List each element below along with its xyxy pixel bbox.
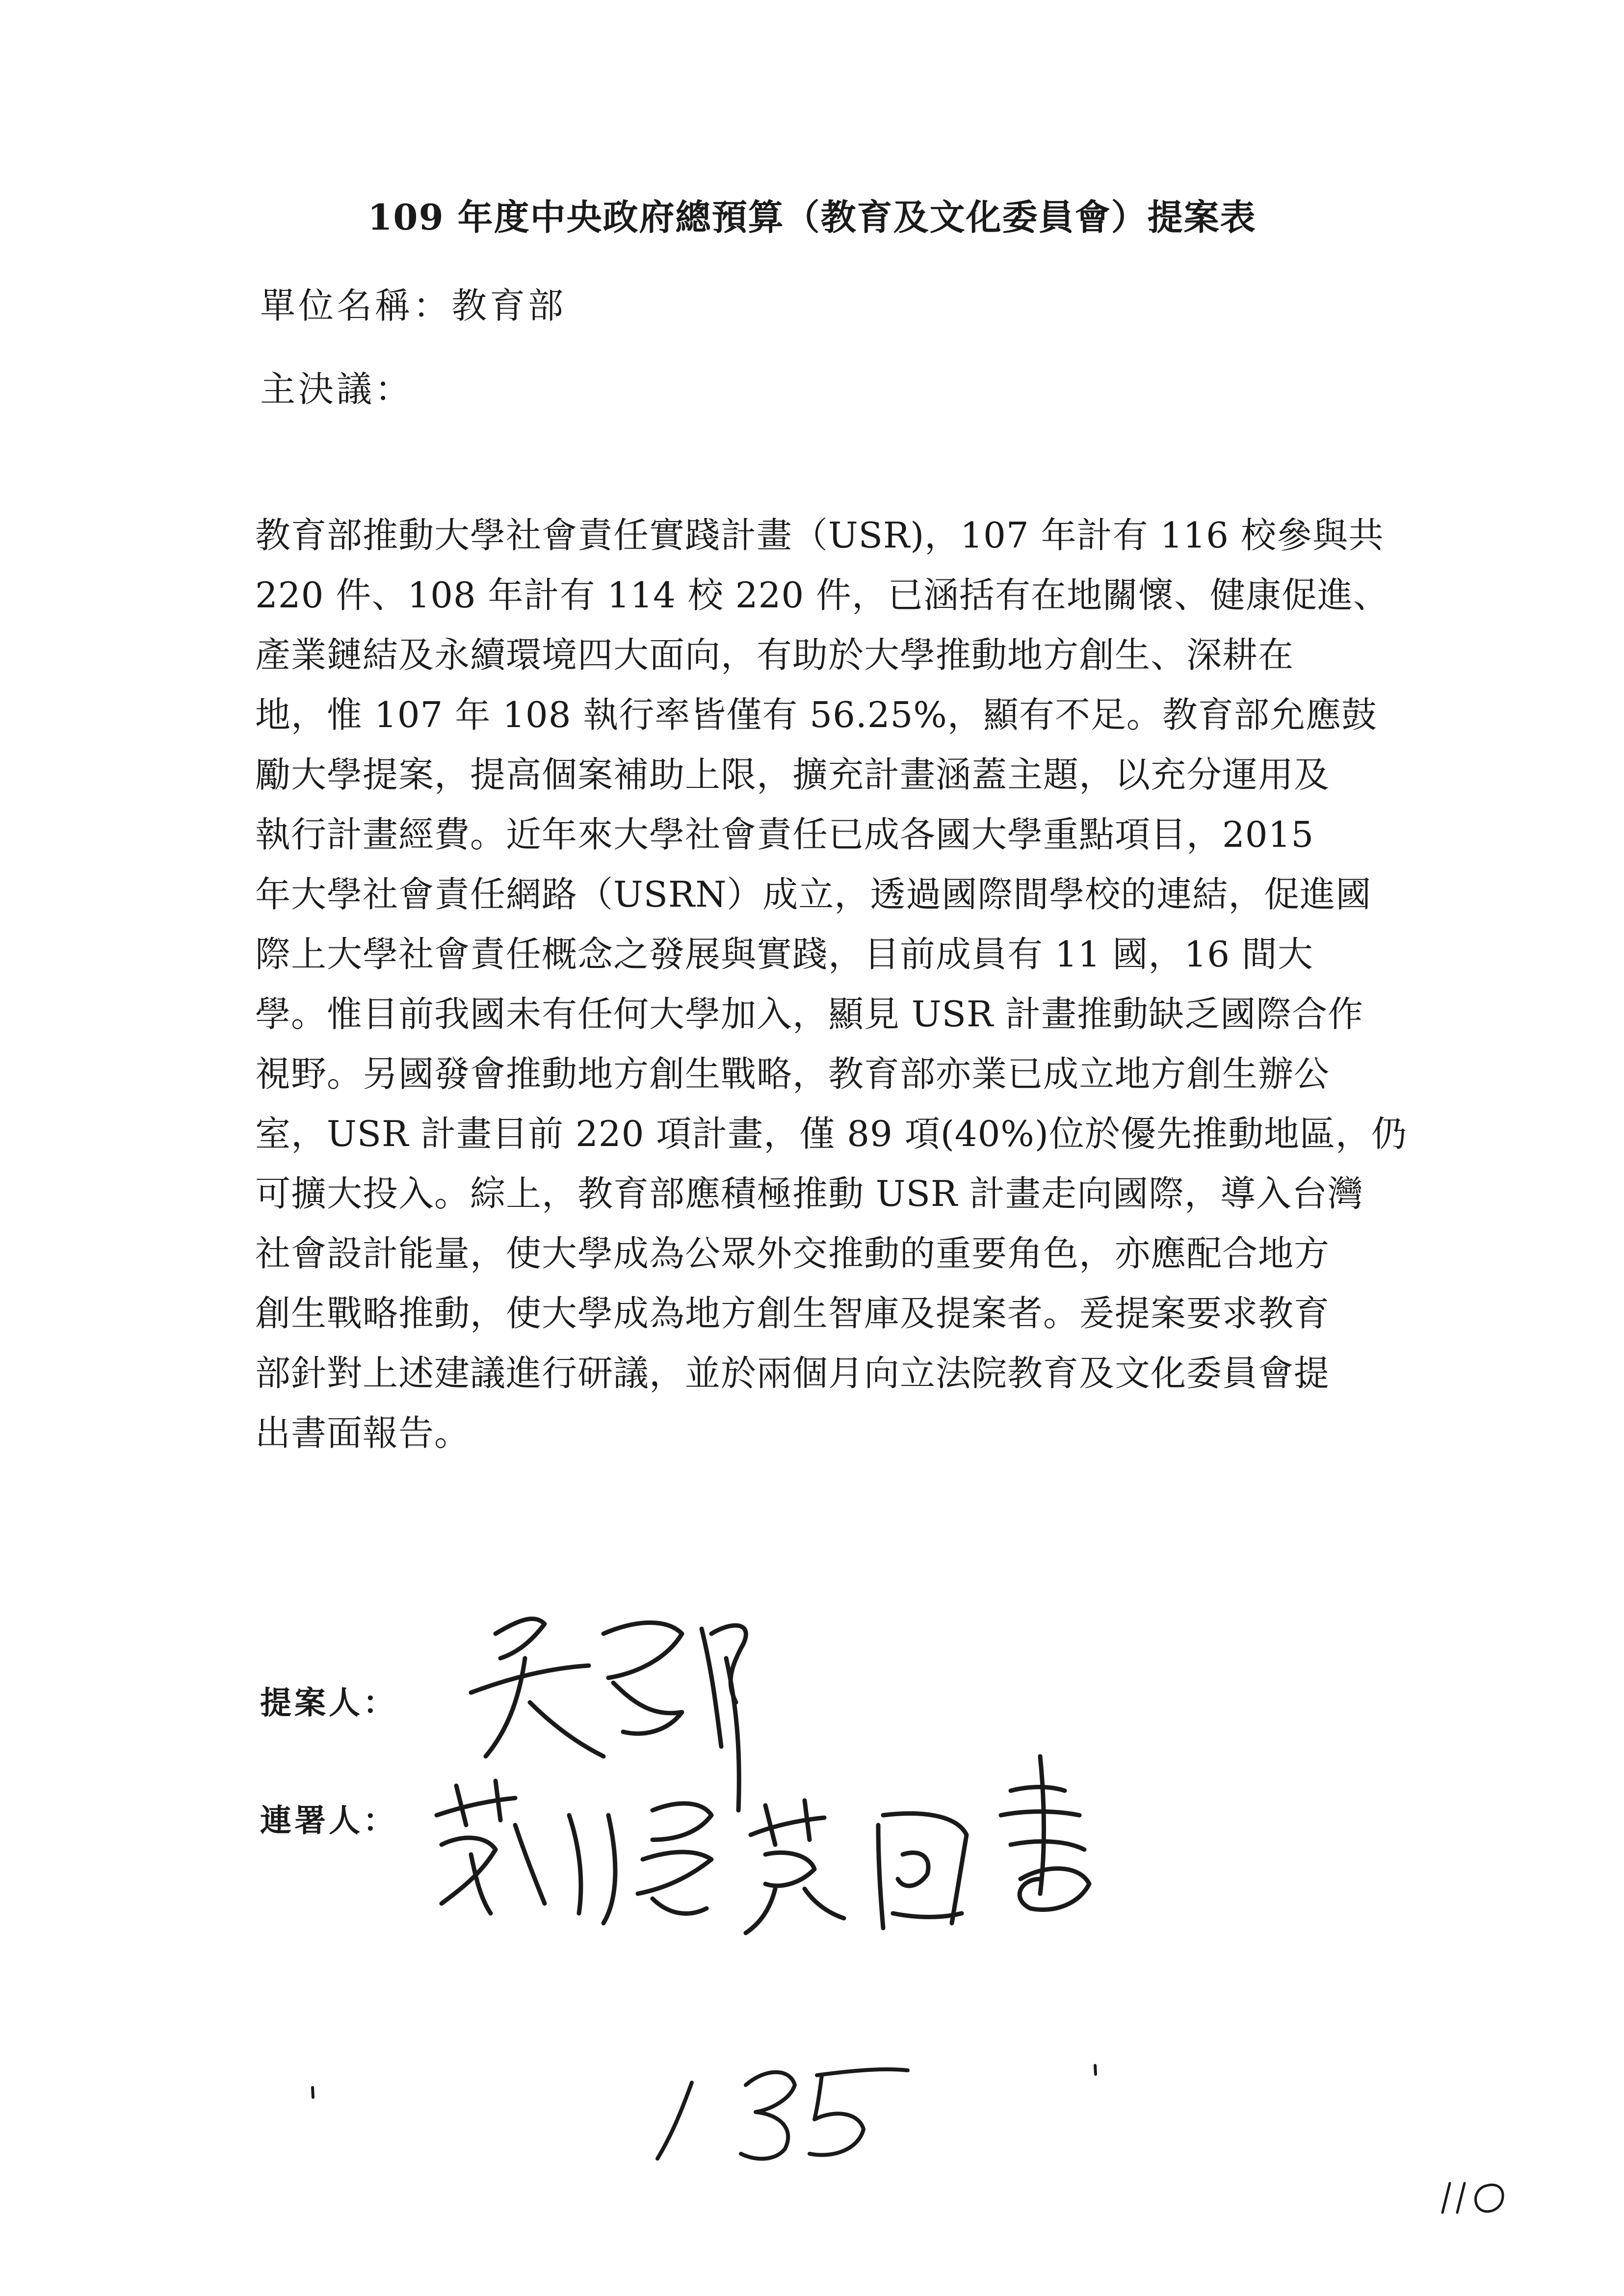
body-line: 年大學社會責任網路（USRN）成立，透過國際間學校的連結，促進國	[255, 874, 1372, 915]
cosigner-signature-2	[746, 1756, 1089, 1933]
body-line: 創生戰略推動，使大學成為地方創生智庫及提案者。爰提案要求教育	[255, 1293, 1330, 1334]
scan-specks	[313, 1381, 1305, 2097]
body-line: 社會設計能量，使大學成為公眾外交推動的重要角色，亦應配合地方	[255, 1233, 1330, 1274]
body-line: 執行計畫經費。近年來大學社會責任已成各國大學重點項目，2015	[255, 814, 1314, 855]
body-line: 勵大學提案，提高個案補助上限，擴充計畫涵蓋主題，以充分運用及	[255, 754, 1330, 795]
unit-name: 單位名稱：教育部	[260, 285, 567, 326]
cosigner-label: 連署人：	[260, 1802, 397, 1839]
body-line: 產業鏈結及永續環境四大面向，有助於大學推動地方創生、深耕在	[255, 634, 1294, 676]
cosigner-signature-1	[437, 1781, 711, 1923]
body-line: 室，USR 計畫目前 220 項計畫，僅 89 項(40%)位於優先推動地區，仍	[255, 1113, 1407, 1154]
body-line: 際上大學社會責任概念之發展與實踐，目前成員有 11 國，16 間大	[255, 934, 1313, 975]
body-line: 出書面報告。	[255, 1412, 471, 1454]
proposer-label: 提案人：	[260, 1685, 397, 1722]
body-line: 220 件、108 年計有 114 校 220 件，已涵括有在地關懷、健康促進、	[255, 574, 1389, 616]
document-title: 109 年度中央政府總預算（教育及文化委員會）提案表	[367, 196, 1257, 238]
body-line: 部針對上述建議進行研議，並於兩個月向立法院教育及文化委員會提	[255, 1353, 1330, 1394]
resolution-label: 主決議：	[260, 368, 414, 410]
body-line: 可擴大投入。綜上，教育部應積極推動 USR 計畫走向國際，導入台灣	[255, 1173, 1363, 1214]
body-line: 地，惟 107 年 108 執行率皆僅有 56.25%，顯有不足。教育部允應鼓	[255, 694, 1377, 735]
handwritten-page-number	[657, 2069, 908, 2159]
body-line: 視野。另國發會推動地方創生戰略，教育部亦業已成立地方創生辦公	[255, 1053, 1330, 1095]
proposer-signature	[471, 1619, 746, 1810]
body-line: 學。惟目前我國未有任何大學加入，顯見 USR 計畫推動缺乏國際合作	[255, 993, 1363, 1035]
corner-number	[1442, 2183, 1503, 2213]
body-line: 教育部推動大學社會責任實踐計畫（USR)，107 年計有 116 校參與共	[255, 515, 1384, 556]
